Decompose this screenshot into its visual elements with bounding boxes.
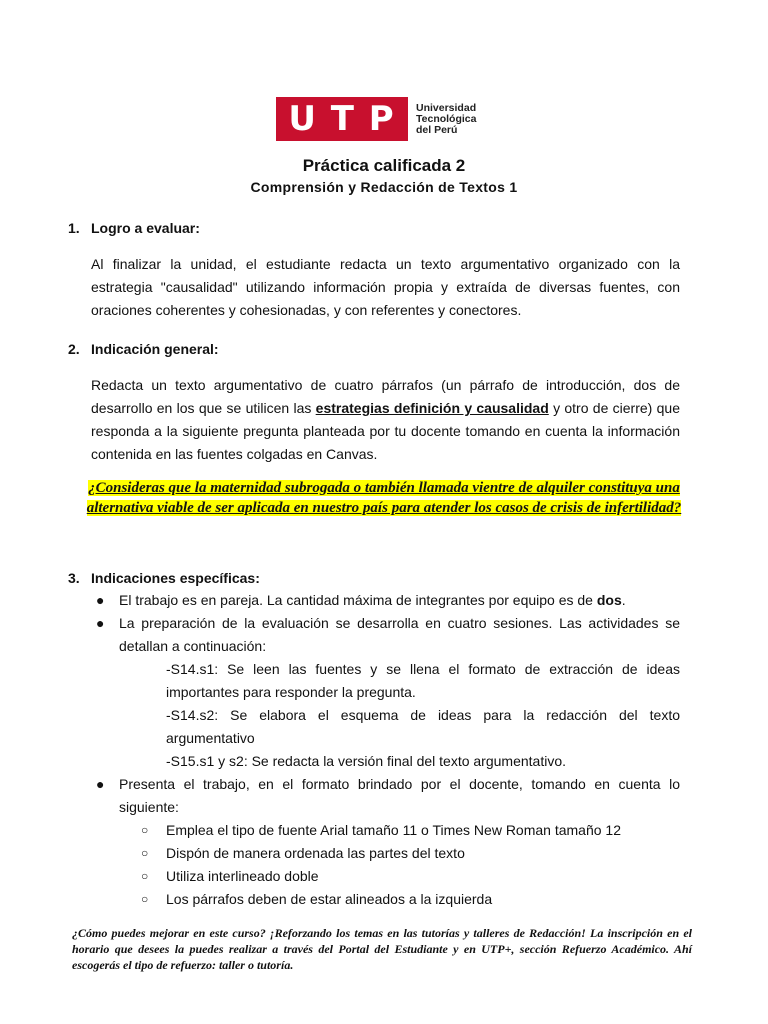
format-item bbox=[91, 842, 680, 865]
section-title: Indicación general: bbox=[91, 341, 219, 357]
guiding-question bbox=[76, 478, 692, 518]
list-item-bold: dos bbox=[596, 592, 622, 608]
logo-university-name bbox=[416, 103, 476, 136]
utp-logo bbox=[276, 97, 476, 141]
list-item bbox=[91, 589, 680, 612]
format-item bbox=[91, 865, 680, 888]
logo-letter-p: P bbox=[368, 99, 396, 139]
logo-name-line: Tecnológica bbox=[416, 112, 477, 125]
section-2-text-after: y otro de cierre) que responda a la siguiente pregunta planteada por tu docente tomando en cuenta la información contenida en las fuentes colgadas en Canvas. bbox=[91, 400, 680, 462]
section-2-text-before: Redacta un texto argumentativo de cuatro párrafos (un párrafo de introducción, dos de desarrollo en los que se utilicen las bbox=[91, 377, 680, 416]
logo-letter-u: U bbox=[288, 99, 318, 139]
format-item bbox=[91, 888, 680, 911]
document-subtitle: Comprensión y Redacción de Textos 1 bbox=[250, 179, 518, 195]
format-item-text: Los párrafos deben de estar alineados a la izquierda bbox=[166, 891, 493, 907]
section-number: 3. bbox=[68, 570, 80, 586]
section-1-text: Al finalizar la unidad, el estudiante redacta un texto argumentativo organizado con la estrategia "causalidad" utilizando información propia y extraída de diversas fuentes, con oraciones coherentes y cohesionadas, y con referentes y conectores. bbox=[91, 256, 680, 318]
session-item: -S14.s1: Se leen las fuentes y se llena el formato de extracción de ideas importantes para responder la pregunta. bbox=[166, 661, 680, 700]
section-number: 1. bbox=[68, 220, 80, 236]
circle-bullet-icon: ○ bbox=[141, 869, 149, 883]
list-item bbox=[91, 612, 680, 658]
circle-bullet-icon: ○ bbox=[141, 846, 149, 860]
format-item-text: Dispón de manera ordenada las partes del texto bbox=[166, 845, 465, 861]
highlighted-question-text: ¿Consideras que la maternidad subrogada o también llamada vientre de alquiler constituya una alternativa viable de ser aplicada en nuestro país para atender los casos de crisis de infertilidad? bbox=[86, 480, 682, 516]
circle-bullet-icon: ○ bbox=[141, 823, 149, 837]
utp-logo-mark bbox=[276, 97, 408, 141]
circle-bullet-icon: ○ bbox=[141, 892, 149, 906]
list-item bbox=[91, 773, 680, 819]
section-2-text bbox=[91, 374, 680, 466]
list-item-text: El trabajo es en pareja. La cantidad máxima de integrantes por equipo es de bbox=[119, 592, 597, 608]
format-item-text: Emplea el tipo de fuente Arial tamaño 11 o Times New Roman tamaño 12 bbox=[166, 822, 621, 838]
specific-instructions-list bbox=[91, 589, 680, 911]
format-item bbox=[91, 819, 680, 842]
format-item-text: Utiliza interlineado doble bbox=[166, 868, 319, 884]
logo-letter-t: T bbox=[330, 99, 356, 139]
section-2-emphasis: estrategias definición y causalidad bbox=[315, 400, 549, 416]
logo-name-line: del Perú bbox=[416, 123, 458, 136]
session-item: -S14.s2: Se elabora el esquema de ideas para la redacción del texto argumentativo bbox=[166, 707, 680, 746]
section-title: Indicaciones específicas: bbox=[91, 570, 260, 586]
section-3-heading bbox=[68, 568, 260, 588]
list-item-text: Presenta el trabajo, en el formato brindado por el docente, tomando en cuenta lo siguiente: bbox=[119, 776, 680, 815]
document-title: Práctica calificada 2 bbox=[302, 156, 466, 175]
section-title: Logro a evaluar: bbox=[91, 220, 200, 236]
list-item-text: . bbox=[621, 592, 626, 608]
logo-name-line: Universidad bbox=[416, 101, 477, 114]
footer-note: ¿Cómo puedes mejorar en este curso? ¡Reforzando los temas en las tutorías y talleres de Redacción! La inscripción en el horario que desees la puedes realizar a través del Portal del Estudiante y en UTP+, sección Refuerzo Académico. Ahí escogerás el tipo de refuerzo: taller o tutoría. bbox=[72, 926, 692, 972]
bullet-icon: ● bbox=[96, 615, 105, 631]
list-item-text: La preparación de la evaluación se desarrolla en cuatro sesiones. Las actividades se detallan a continuación: bbox=[119, 615, 680, 654]
session-item: -S15.s1 y s2: Se redacta la versión final del texto argumentativo. bbox=[166, 753, 566, 769]
bullet-icon: ● bbox=[96, 592, 105, 608]
bullet-icon: ● bbox=[96, 776, 105, 792]
section-number: 2. bbox=[68, 341, 80, 357]
section-1-heading bbox=[68, 218, 200, 238]
section-2-heading bbox=[68, 339, 219, 359]
